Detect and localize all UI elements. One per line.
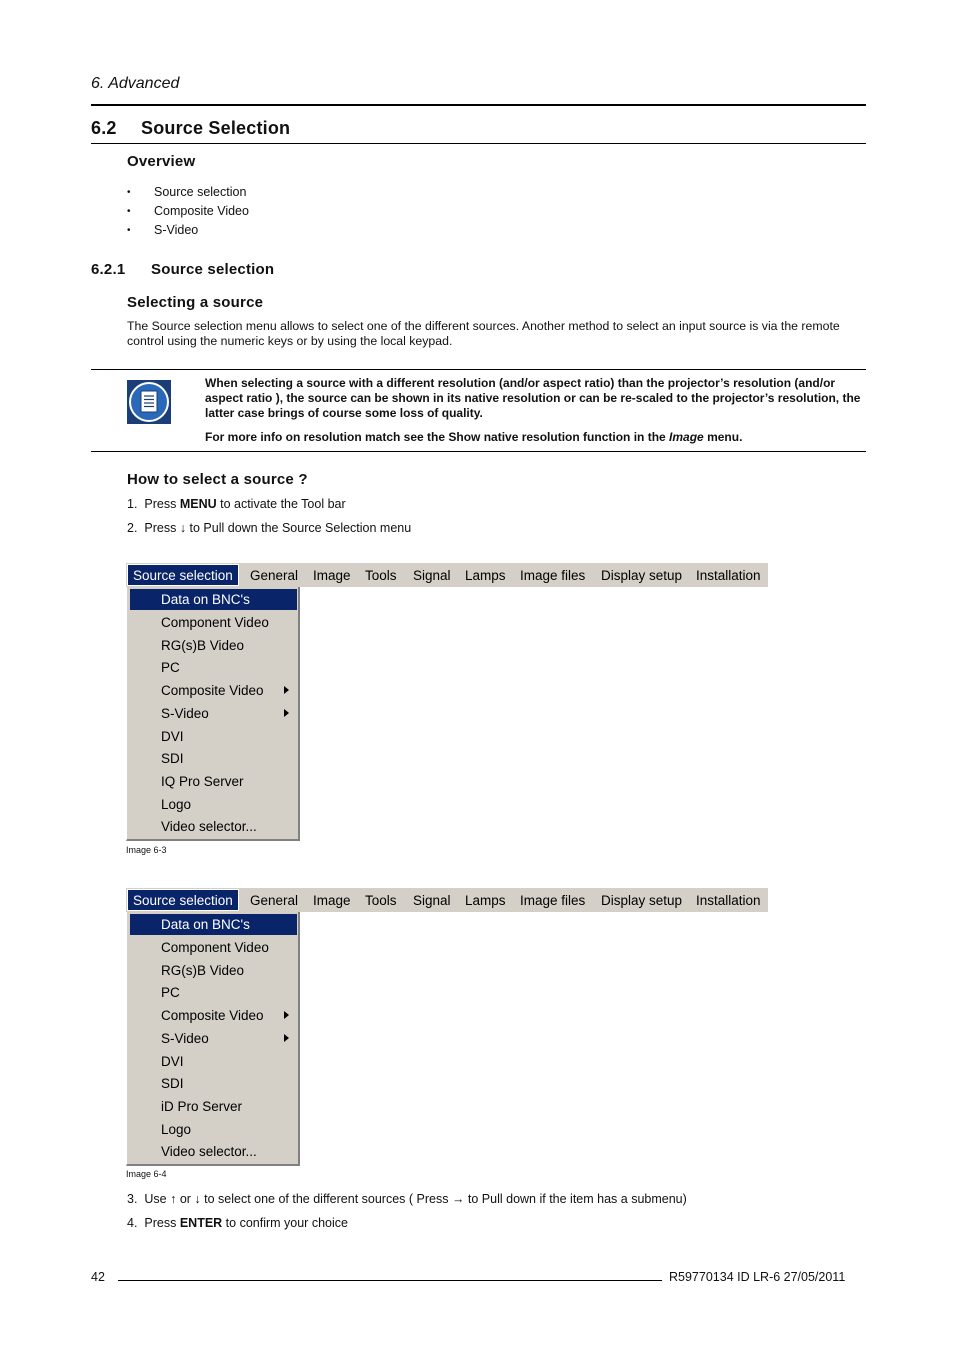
note-top-rule xyxy=(91,369,866,370)
howto-heading: How to select a source ? xyxy=(127,471,308,488)
page-number: 42 xyxy=(91,1270,105,1284)
overview-list xyxy=(127,183,249,240)
toolbar-menubar-2 xyxy=(126,888,768,912)
list-item: • Composite Video xyxy=(127,202,249,221)
menu-general[interactable]: General xyxy=(250,568,299,583)
menu-image-files[interactable]: Image files xyxy=(520,568,586,583)
dropdown-item-submenu[interactable]: S-Video xyxy=(130,703,297,724)
menu-installation[interactable]: Installation xyxy=(696,893,761,908)
list-item: • Source selection xyxy=(127,183,249,202)
dropdown-item[interactable]: Data on BNC's xyxy=(130,914,297,935)
menu-image[interactable]: Image xyxy=(313,893,351,908)
subsection-title xyxy=(91,261,274,278)
dropdown-item[interactable]: RG(s)B Video xyxy=(161,963,245,978)
footer-rule xyxy=(118,1280,662,1281)
dropdown-item[interactable]: Video selector... xyxy=(161,1144,257,1159)
dropdown-item[interactable]: Data on BNC's xyxy=(130,589,297,610)
menu-tools[interactable]: Tools xyxy=(365,568,397,583)
step-3: 3. Use ↑ or ↓ to select one of the different sources ( Press → to Pull down if the item has a submenu) xyxy=(127,1192,687,1206)
source-dropdown-2 xyxy=(126,912,300,1166)
dropdown-item[interactable]: RG(s)B Video xyxy=(161,638,245,653)
section-rule xyxy=(91,143,866,144)
overview-heading: Overview xyxy=(127,153,196,170)
document-id: R59770134 ID LR-6 27/05/2011 xyxy=(669,1270,846,1284)
source-dropdown-1 xyxy=(126,587,300,841)
image-caption-2: Image 6-4 xyxy=(126,1169,167,1179)
dropdown-item[interactable]: DVI xyxy=(161,729,184,744)
menu-signal[interactable]: Signal xyxy=(413,893,451,908)
section-number: 6.2 xyxy=(91,118,117,138)
step-1: 1. Press MENU to activate the Tool bar xyxy=(127,497,346,511)
note-text xyxy=(205,376,867,454)
dropdown-item[interactable]: Logo xyxy=(161,797,192,812)
dropdown-item[interactable]: PC xyxy=(161,985,180,1000)
selecting-heading: Selecting a source xyxy=(127,294,264,311)
submenu-arrow-icon xyxy=(284,1011,289,1019)
selecting-paragraph: The Source selection menu allows to select one of the different sources. Another method to select an input source is via the remote control using the numeric keys or by using the local keypad. xyxy=(127,319,840,348)
menu-signal[interactable]: Signal xyxy=(413,568,451,583)
dropdown-item[interactable]: SDI xyxy=(161,751,184,766)
menu-tools[interactable]: Tools xyxy=(365,893,397,908)
dropdown-item[interactable]: Component Video xyxy=(161,940,269,955)
menu-image-files[interactable]: Image files xyxy=(520,893,586,908)
submenu-arrow-icon xyxy=(284,1034,289,1042)
note-line-2: For more info on resolution match see the Show native resolution function in the Image menu. xyxy=(205,430,743,444)
menu-lamps[interactable]: Lamps xyxy=(465,893,506,908)
dropdown-item-submenu[interactable]: Composite Video xyxy=(130,680,297,701)
dropdown-item[interactable]: Component Video xyxy=(161,615,269,630)
toolbar-menubar-1 xyxy=(126,563,768,587)
dropdown-item-submenu[interactable]: S-Video xyxy=(130,1028,297,1049)
menu-source-selection[interactable]: Source selection xyxy=(127,889,239,911)
dropdown-item[interactable]: DVI xyxy=(161,1054,184,1069)
dropdown-item[interactable]: PC xyxy=(161,660,180,675)
image-caption-1: Image 6-3 xyxy=(126,845,167,855)
submenu-arrow-icon xyxy=(284,709,289,717)
subsection-number: 6.2.1 xyxy=(91,261,126,278)
dropdown-item-submenu[interactable]: Composite Video xyxy=(130,1005,297,1026)
dropdown-item[interactable]: iD Pro Server xyxy=(161,1099,243,1114)
dropdown-item[interactable]: Logo xyxy=(161,1122,192,1137)
dropdown-item[interactable]: IQ Pro Server xyxy=(161,774,244,789)
menu-source-selection[interactable]: Source selection xyxy=(127,564,239,586)
menu-general[interactable]: General xyxy=(250,893,299,908)
step-2: 2. Press ↓ to Pull down the Source Selection menu xyxy=(127,521,412,535)
section-title-text: Source Selection xyxy=(141,118,291,138)
header-rule xyxy=(91,104,866,106)
subsection-title-text: Source selection xyxy=(151,261,275,278)
note-bottom-rule xyxy=(91,451,866,452)
note-document-icon xyxy=(127,380,171,424)
menu-lamps[interactable]: Lamps xyxy=(465,568,506,583)
menu-image[interactable]: Image xyxy=(313,568,351,583)
submenu-arrow-icon xyxy=(284,686,289,694)
section-title xyxy=(91,118,290,139)
step-4: 4. Press ENTER to confirm your choice xyxy=(127,1216,348,1230)
dropdown-item[interactable]: SDI xyxy=(161,1076,184,1091)
note-line-1: When selecting a source with a different resolution (and/or aspect ratio) than the projector’s resolution (and/or aspect ratio ), the source can be shown in its native resolution or can be re-scaled to the projector’s resolution, the latter case brings of course some loss of quality. xyxy=(205,376,861,420)
menu-display-setup[interactable]: Display setup xyxy=(601,893,683,908)
menu-installation[interactable]: Installation xyxy=(696,568,761,583)
chapter-header: 6. Advanced xyxy=(91,75,180,92)
list-item: • S-Video xyxy=(127,221,249,240)
dropdown-item[interactable]: Video selector... xyxy=(161,819,257,834)
menu-display-setup[interactable]: Display setup xyxy=(601,568,683,583)
